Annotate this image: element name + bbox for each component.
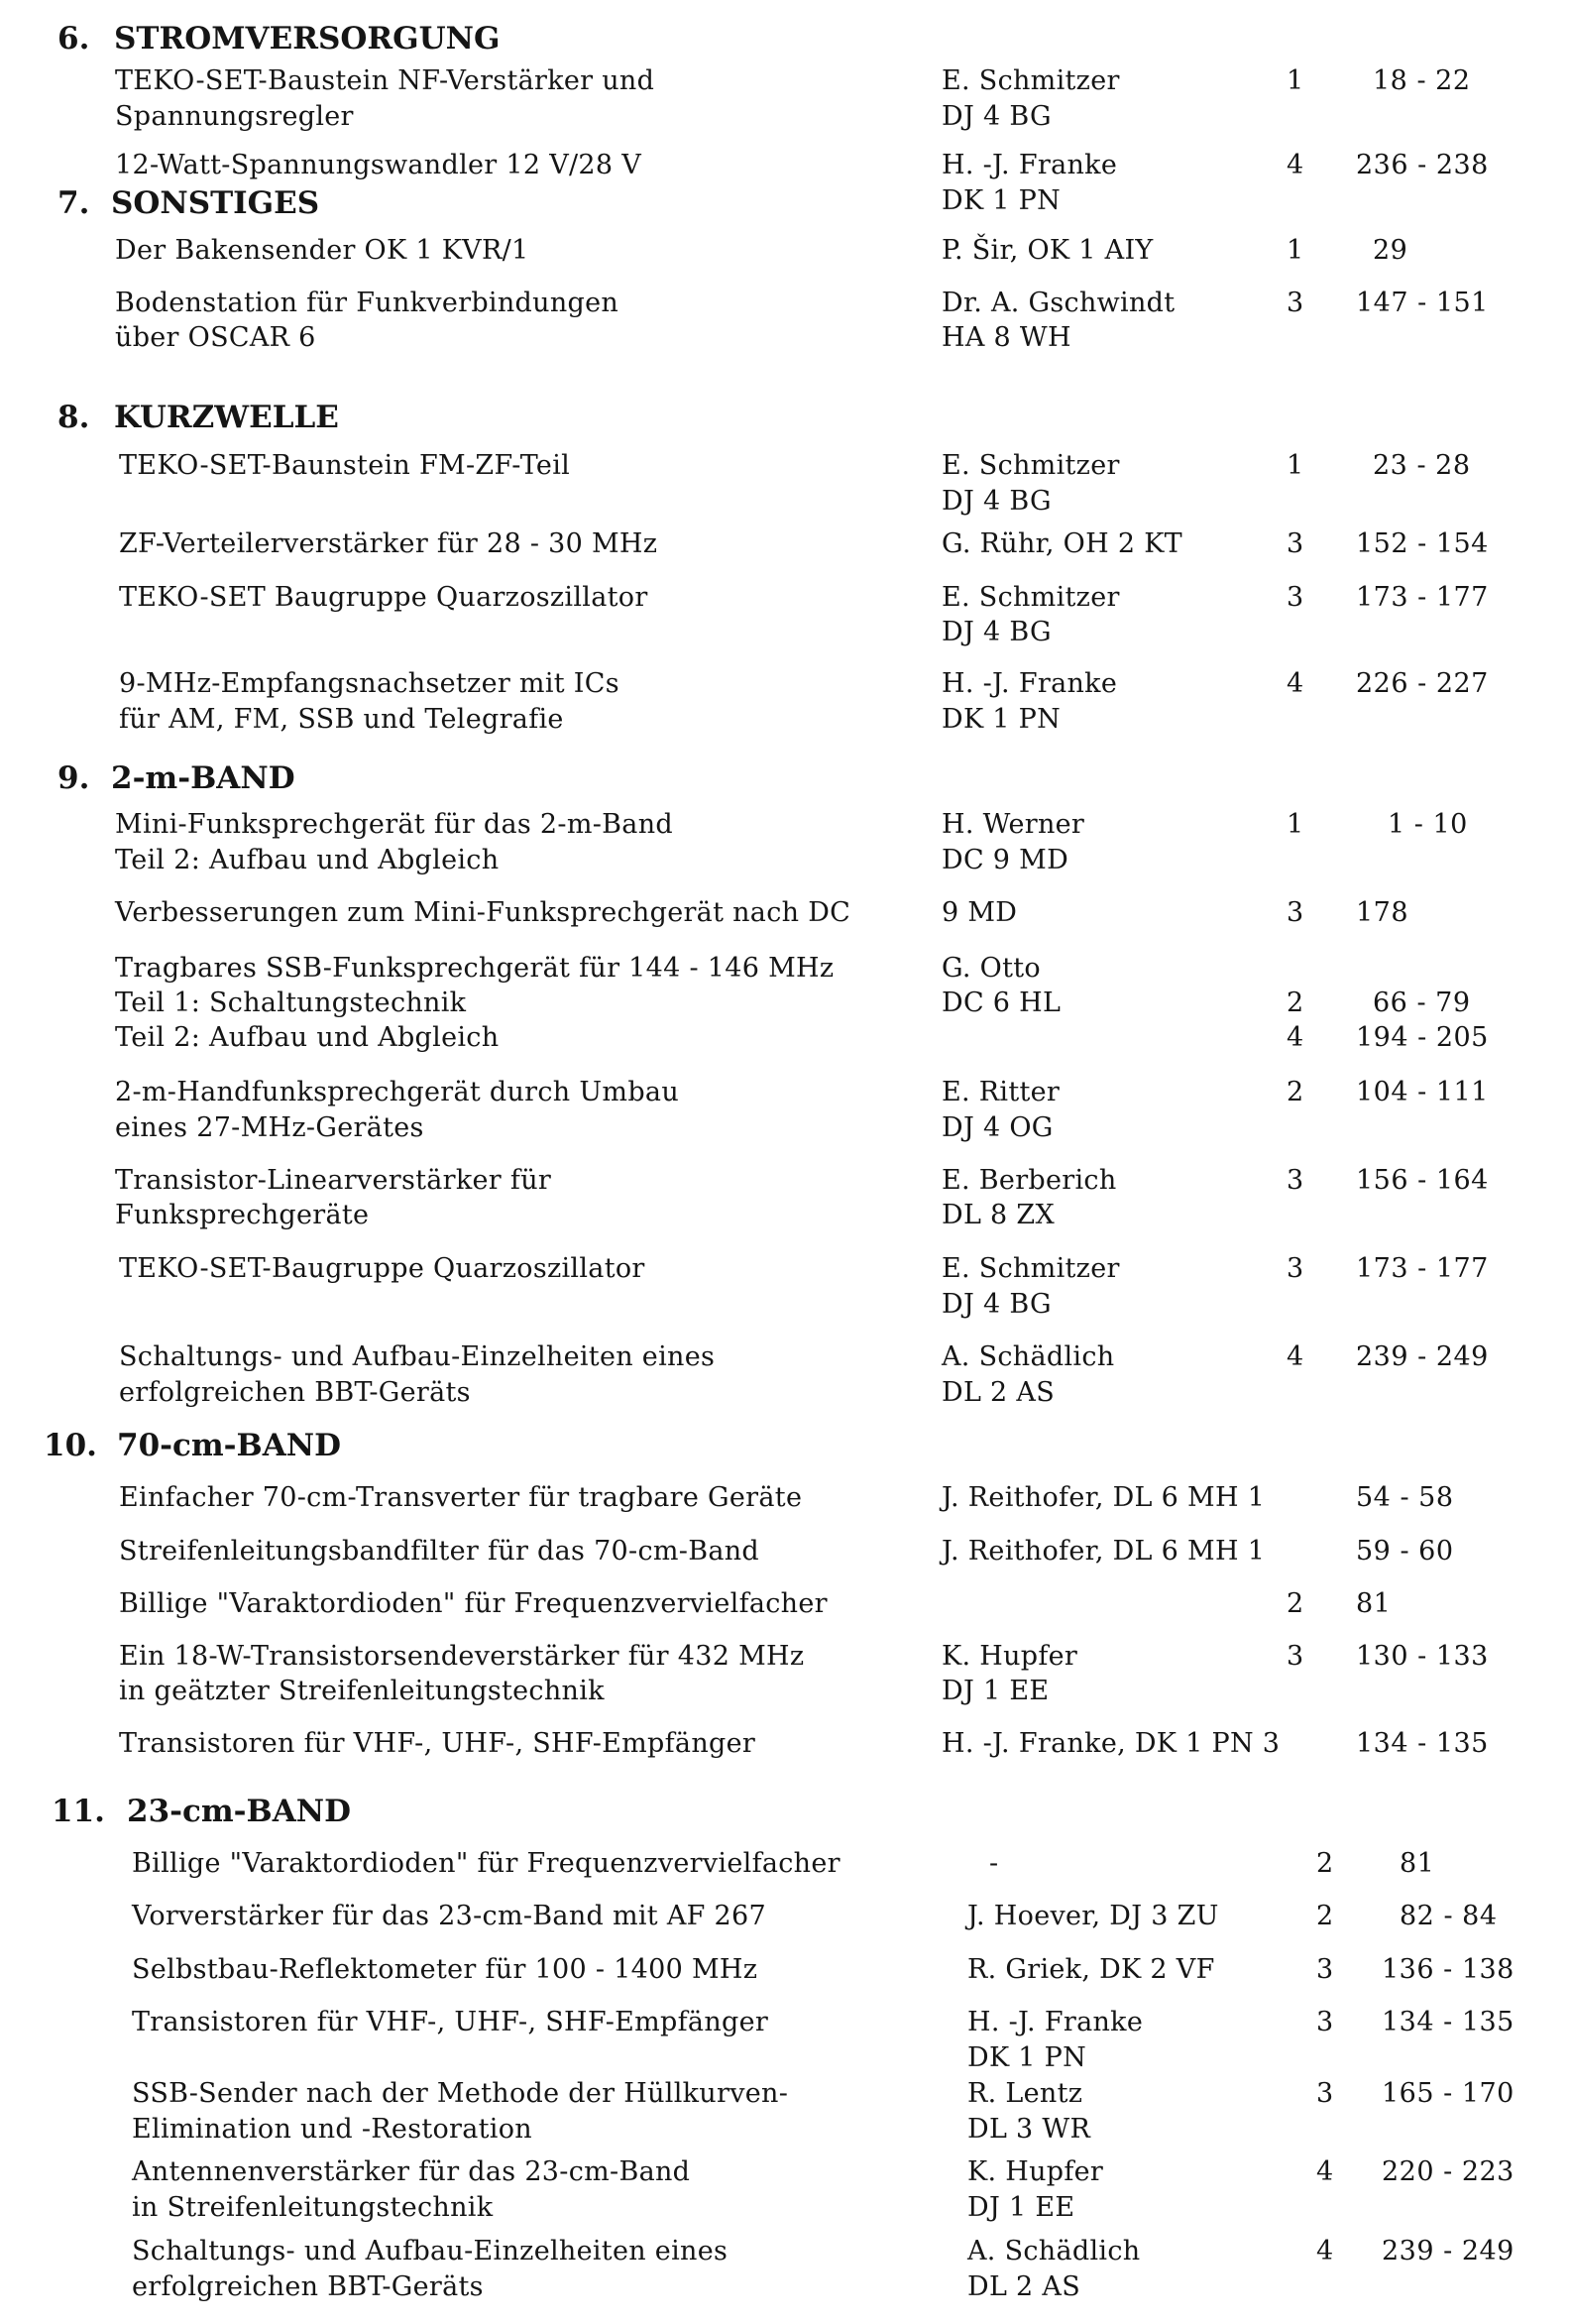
entry-author: J. Reithofer, DL 6 MH 1 <box>942 1536 1266 1567</box>
entry-title: Mini-Funksprechgerät für das 2-m-Band <box>115 809 673 840</box>
entry-author: E. Berberich <box>942 1165 1117 1196</box>
entry-pages: 1 - 10 <box>1388 809 1468 840</box>
entry-title: Ein 18-W-Transistorsendeverstärker für 432 MHz <box>119 1641 805 1672</box>
entry-pages: 178 <box>1356 897 1409 928</box>
entry-pages: 54 - 58 <box>1356 1482 1454 1513</box>
entry-issue: 4 <box>1287 668 1304 699</box>
entry-title: Selbstbau-Reflektometer für 100 - 1400 MHz <box>132 1954 758 1985</box>
section-number: 6. <box>57 21 90 57</box>
entry-callsign: DJ 1 EE <box>942 1676 1050 1706</box>
entry-issue: 4 <box>1316 2236 1334 2266</box>
section-number: 8. <box>57 400 90 435</box>
entry-author: J. Hoever, DJ 3 ZU <box>967 1901 1219 1931</box>
entry-issue: 4 <box>1316 2156 1334 2187</box>
entry-title: Der Bakensender OK 1 KVR/1 <box>115 235 529 266</box>
entry-title: in Streifenleitungstechnik <box>132 2192 494 2223</box>
section-number: 10. <box>44 1428 97 1463</box>
entry-callsign: DL 2 AS <box>942 1377 1056 1408</box>
entry-title: ZF-Verteilerverstärker für 28 - 30 MHz <box>119 528 658 559</box>
entry-issue: 3 <box>1316 1954 1334 1985</box>
entry-pages: 239 - 249 <box>1356 1341 1489 1372</box>
entry-issue: 3 <box>1287 1641 1304 1672</box>
entry-title: Streifenleitungsbandfilter für das 70-cm-Band <box>119 1536 760 1567</box>
entry-author: E. Ritter <box>942 1077 1061 1107</box>
entry-title: Transistoren für VHF-, UHF-, SHF-Empfänger <box>119 1728 756 1759</box>
entry-title: Teil 2: Aufbau und Abgleich <box>115 1022 500 1053</box>
entry-issue: 3 <box>1316 2007 1334 2037</box>
entry-callsign: DK 1 PN <box>967 2042 1087 2073</box>
entry-title: 2-m-Handfunksprechgerät durch Umbau <box>115 1077 680 1107</box>
section-title: KURZWELLE <box>114 400 339 435</box>
entry-callsign: DJ 4 BG <box>942 617 1052 647</box>
entry-pages: 236 - 238 <box>1356 150 1489 180</box>
entry-issue: 2 <box>1287 1077 1304 1107</box>
entry-title: TEKO-SET-Baugruppe Quarzoszillator <box>119 1253 645 1284</box>
entry-title: TEKO-SET-Baunstein FM-ZF-Teil <box>119 450 571 481</box>
entry-pages: 23 - 28 <box>1373 450 1471 481</box>
entry-callsign: DC 6 HL <box>942 988 1062 1018</box>
entry-issue: 2 <box>1316 1901 1334 1931</box>
entry-title: SSB-Sender nach der Methode der Hüllkurven- <box>132 2078 789 2109</box>
entry-callsign: DL 8 ZX <box>942 1200 1056 1230</box>
entry-callsign: DK 1 PN <box>942 704 1062 735</box>
entry-author: E. Schmitzer <box>942 1253 1120 1284</box>
entry-title: Vorverstärker für das 23-cm-Band mit AF 267 <box>132 1901 766 1931</box>
entry-author: G. Rühr, OH 2 KT <box>942 528 1182 559</box>
entry-pages: 81 <box>1356 1588 1392 1619</box>
section-number: 11. <box>52 1794 105 1829</box>
section-number: 9. <box>57 760 90 796</box>
entry-title: Bodenstation für Funkverbindungen <box>115 288 619 318</box>
entry-author: - <box>989 1848 999 1879</box>
entry-pages: 226 - 227 <box>1356 668 1489 699</box>
section-title: SONSTIGES <box>111 185 320 221</box>
entry-author: K. Hupfer <box>967 2156 1104 2187</box>
entry-author: H. -J. Franke <box>967 2007 1144 2037</box>
entry-issue: 3 <box>1287 528 1304 559</box>
entry-title: Tragbares SSB-Funksprechgerät für 144 - 146 MHz <box>115 953 835 984</box>
entry-title: Billige "Varaktordioden" für Frequenzvervielfacher <box>132 1848 841 1879</box>
entry-title: Funksprechgeräte <box>115 1200 370 1230</box>
entry-title: Antennenverstärker für das 23-cm-Band <box>132 2156 691 2187</box>
entry-callsign: DL 3 WR <box>967 2114 1091 2145</box>
entry-pages: 152 - 154 <box>1356 528 1489 559</box>
entry-title: Verbesserungen zum Mini-Funksprechgerät nach DC <box>115 897 851 928</box>
entry-pages: 81 <box>1400 1848 1435 1879</box>
entry-title: Teil 2: Aufbau und Abgleich <box>115 845 500 875</box>
entry-issue: 1 <box>1287 235 1304 266</box>
entry-issue: 3 <box>1287 1165 1304 1196</box>
entry-pages: 66 - 79 <box>1373 988 1471 1018</box>
entry-author: H. -J. Franke <box>942 150 1118 180</box>
entry-author: E. Schmitzer <box>942 582 1120 613</box>
entry-title: erfolgreichen BBT-Geräts <box>119 1377 471 1408</box>
entry-issue: 3 <box>1287 1253 1304 1284</box>
entry-callsign: DC 9 MD <box>942 845 1069 875</box>
entry-title: Teil 1: Schaltungstechnik <box>115 988 467 1018</box>
entry-pages: 134 - 135 <box>1356 1728 1489 1759</box>
entry-author: H. -J. Franke <box>942 668 1118 699</box>
entry-pages: 173 - 177 <box>1356 1253 1489 1284</box>
entry-issue: 1 <box>1287 65 1304 96</box>
entry-issue: 1 <box>1287 450 1304 481</box>
entry-pages: 134 - 135 <box>1382 2007 1514 2037</box>
entry-author: R. Lentz <box>967 2078 1083 2109</box>
entry-callsign: DJ 4 OG <box>942 1112 1054 1143</box>
entry-title: TEKO-SET Baugruppe Quarzoszillator <box>119 582 648 613</box>
entry-title: erfolgreichen BBT-Geräts <box>132 2271 484 2302</box>
entry-issue: 3 <box>1287 897 1304 928</box>
entry-issue: 4 <box>1287 150 1304 180</box>
entry-pages: 156 - 164 <box>1356 1165 1489 1196</box>
entry-pages: 165 - 170 <box>1382 2078 1514 2109</box>
entry-title: Einfacher 70-cm-Transverter für tragbare Geräte <box>119 1482 803 1513</box>
entry-callsign: DK 1 PN <box>942 185 1062 216</box>
entry-issue: 4 <box>1287 1341 1304 1372</box>
entry-title: in geätzter Streifenleitungstechnik <box>119 1676 605 1706</box>
entry-title: Transistoren für VHF-, UHF-, SHF-Empfänger <box>132 2007 769 2037</box>
entry-callsign: DJ 4 BG <box>942 1289 1052 1320</box>
entry-pages: 59 - 60 <box>1356 1536 1454 1567</box>
entry-author: Dr. A. Gschwindt <box>942 288 1176 318</box>
entry-author: J. Reithofer, DL 6 MH 1 <box>942 1482 1266 1513</box>
entry-title: für AM, FM, SSB und Telegrafie <box>119 704 564 735</box>
entry-issue: 2 <box>1287 988 1304 1018</box>
entry-callsign: 9 MD <box>942 897 1018 928</box>
entry-author: H. -J. Franke, DK 1 PN 3 <box>942 1728 1281 1759</box>
entry-pages: 147 - 151 <box>1356 288 1489 318</box>
entry-title: 12-Watt-Spannungswandler 12 V/28 V <box>115 150 642 180</box>
section-title: 23-cm-BAND <box>127 1794 352 1829</box>
entry-pages: 136 - 138 <box>1382 1954 1514 1985</box>
entry-callsign: DJ 1 EE <box>967 2192 1075 2223</box>
entry-pages: 29 <box>1373 235 1408 266</box>
entry-callsign: DL 2 AS <box>967 2271 1081 2302</box>
entry-author: P. Šir, OK 1 AIY <box>942 235 1154 266</box>
entry-title: TEKO-SET-Baustein NF-Verstärker und <box>115 65 655 96</box>
entry-callsign: DJ 4 BG <box>942 486 1052 517</box>
section-number: 7. <box>57 185 90 221</box>
entry-callsign: DJ 4 BG <box>942 101 1052 132</box>
entry-title: über OSCAR 6 <box>115 322 316 353</box>
entry-issue: 2 <box>1287 1588 1304 1619</box>
entry-author: R. Griek, DK 2 VF <box>967 1954 1215 1985</box>
entry-author: A. Schädlich <box>967 2236 1141 2266</box>
entry-title: Elimination und -Restoration <box>132 2114 532 2145</box>
entry-callsign: HA 8 WH <box>942 322 1071 353</box>
entry-author: K. Hupfer <box>942 1641 1078 1672</box>
section-title: 70-cm-BAND <box>117 1428 342 1463</box>
entry-author: E. Schmitzer <box>942 65 1120 96</box>
entry-author: G. Otto <box>942 953 1041 984</box>
entry-issue: 4 <box>1287 1022 1304 1053</box>
entry-pages: 239 - 249 <box>1382 2236 1514 2266</box>
entry-title: Transistor-Linearverstärker für <box>115 1165 552 1196</box>
entry-pages: 82 - 84 <box>1400 1901 1498 1931</box>
entry-author: E. Schmitzer <box>942 450 1120 481</box>
entry-pages: 194 - 205 <box>1356 1022 1489 1053</box>
entry-issue: 1 <box>1287 809 1304 840</box>
entry-pages: 220 - 223 <box>1382 2156 1514 2187</box>
entry-title: eines 27-MHz-Gerätes <box>115 1112 424 1143</box>
entry-author: A. Schädlich <box>942 1341 1115 1372</box>
section-title: STROMVERSORGUNG <box>114 21 501 57</box>
entry-title: Schaltungs- und Aufbau-Einzelheiten eines <box>132 2236 729 2266</box>
entry-title: Spannungsregler <box>115 101 354 132</box>
entry-issue: 2 <box>1316 1848 1334 1879</box>
entry-title: 9-MHz-Empfangsnachsetzer mit ICs <box>119 668 619 699</box>
entry-issue: 3 <box>1287 582 1304 613</box>
entry-pages: 130 - 133 <box>1356 1641 1489 1672</box>
entry-issue: 3 <box>1287 288 1304 318</box>
entry-pages: 173 - 177 <box>1356 582 1489 613</box>
entry-pages: 18 - 22 <box>1373 65 1471 96</box>
entry-issue: 3 <box>1316 2078 1334 2109</box>
entry-author: H. Werner <box>942 809 1085 840</box>
entry-pages: 104 - 111 <box>1356 1077 1489 1107</box>
section-title: 2-m-BAND <box>111 760 295 796</box>
entry-title: Billige "Varaktordioden" für Frequenzvervielfacher <box>119 1588 828 1619</box>
entry-title: Schaltungs- und Aufbau-Einzelheiten eines <box>119 1341 716 1372</box>
